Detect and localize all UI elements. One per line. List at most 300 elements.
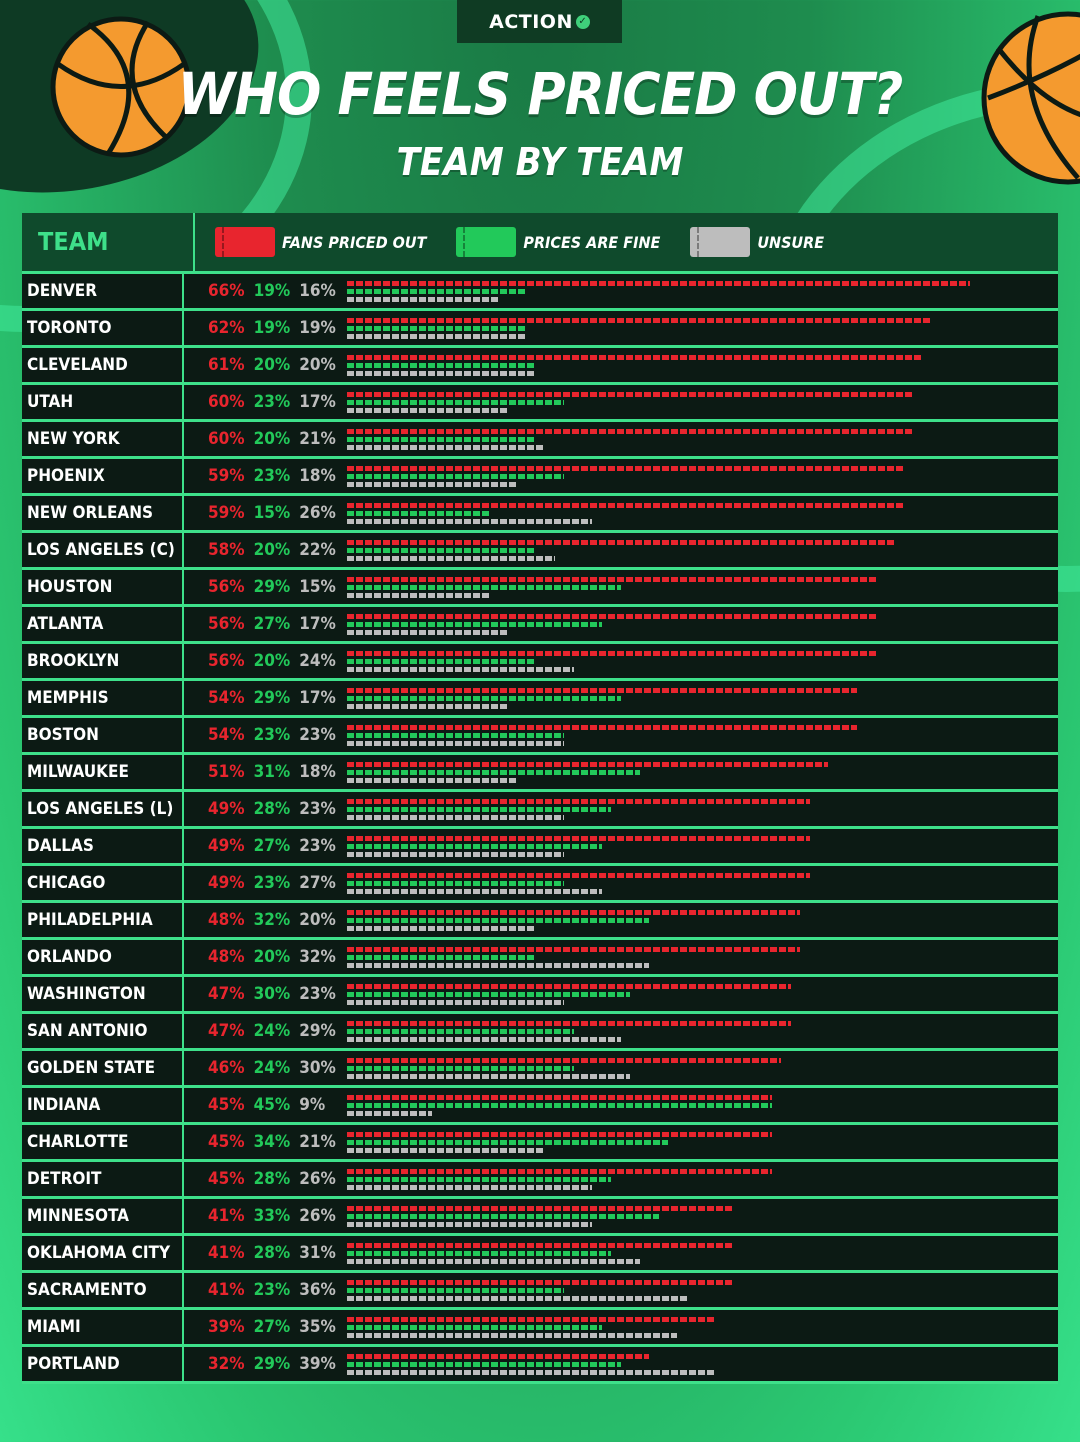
data-label: 60% bbox=[208, 429, 245, 449]
data-label: 39% bbox=[299, 1354, 336, 1374]
bar-fine bbox=[347, 1251, 611, 1256]
table-row bbox=[22, 1273, 1058, 1310]
team-name: OKLAHOMA CITY bbox=[22, 1236, 184, 1270]
data-label: 23% bbox=[253, 1280, 291, 1300]
bar-group bbox=[347, 1093, 1047, 1119]
data-label: 20% bbox=[253, 429, 291, 449]
table-row bbox=[22, 866, 1058, 903]
data-label: 26% bbox=[299, 1169, 336, 1189]
bar-fine bbox=[347, 1325, 602, 1330]
bar-priced-out bbox=[347, 429, 913, 434]
legend-label: PRICES ARE FINE bbox=[523, 232, 661, 252]
table-row bbox=[22, 496, 1058, 533]
table-row bbox=[22, 348, 1058, 385]
bar-priced-out bbox=[347, 1169, 772, 1174]
data-label: 66% bbox=[208, 281, 245, 301]
bar-unsure bbox=[347, 889, 602, 894]
data-label: 31% bbox=[299, 1243, 336, 1263]
data-label: 32% bbox=[253, 910, 291, 930]
legend-swatch-green bbox=[456, 227, 516, 257]
bar-fine bbox=[347, 400, 564, 405]
data-label: 21% bbox=[299, 1132, 336, 1152]
bar-unsure bbox=[347, 371, 536, 376]
team-name: TORONTO bbox=[22, 311, 184, 345]
data-label: 62% bbox=[208, 318, 245, 338]
percent-labels bbox=[184, 1206, 353, 1226]
data-label: 48% bbox=[208, 910, 245, 930]
legend-item-fine bbox=[456, 227, 660, 257]
data-label: 9% bbox=[299, 1095, 326, 1115]
data-label: 16% bbox=[299, 281, 336, 301]
bar-fine bbox=[347, 770, 640, 775]
table-row bbox=[22, 1088, 1058, 1125]
percent-labels bbox=[184, 318, 353, 338]
data-label: 24% bbox=[299, 651, 336, 671]
data-label: 17% bbox=[299, 614, 336, 634]
bar-unsure bbox=[347, 667, 574, 672]
data-label: 18% bbox=[299, 762, 336, 782]
percent-labels bbox=[184, 651, 353, 671]
percent-labels bbox=[184, 1243, 353, 1263]
percent-labels bbox=[184, 392, 353, 412]
team-name: ATLANTA bbox=[22, 607, 184, 641]
bar-unsure bbox=[347, 556, 555, 561]
percent-labels bbox=[184, 762, 353, 782]
bar-group bbox=[347, 982, 1047, 1008]
bar-priced-out bbox=[347, 688, 857, 693]
table-row bbox=[22, 940, 1058, 977]
percent-labels bbox=[184, 281, 353, 301]
bar-fine bbox=[347, 992, 630, 997]
bar-priced-out bbox=[347, 1243, 734, 1248]
bar-fine bbox=[347, 622, 602, 627]
data-label: 41% bbox=[208, 1243, 245, 1263]
bar-unsure bbox=[347, 815, 564, 820]
data-label: 28% bbox=[253, 799, 291, 819]
percent-labels bbox=[184, 873, 353, 893]
data-label: 20% bbox=[253, 540, 291, 560]
team-name: WASHINGTON bbox=[22, 977, 184, 1011]
bar-priced-out bbox=[347, 725, 857, 730]
bar-group bbox=[347, 353, 1047, 379]
percent-labels bbox=[184, 503, 353, 523]
bar-priced-out bbox=[347, 614, 876, 619]
bar-fine bbox=[347, 696, 621, 701]
data-label: 23% bbox=[299, 799, 336, 819]
data-label: 29% bbox=[253, 577, 291, 597]
bar-fine bbox=[347, 1140, 668, 1145]
bar-unsure bbox=[347, 1222, 592, 1227]
bar-unsure bbox=[347, 1370, 715, 1375]
percent-labels bbox=[184, 466, 353, 486]
data-label: 30% bbox=[253, 984, 291, 1004]
percent-labels bbox=[184, 836, 353, 856]
data-label: 27% bbox=[299, 873, 336, 893]
table-row bbox=[22, 1347, 1058, 1384]
team-name: GOLDEN STATE bbox=[22, 1051, 184, 1085]
legend bbox=[215, 227, 854, 257]
bar-fine bbox=[347, 548, 536, 553]
data-label: 54% bbox=[208, 688, 245, 708]
data-label: 39% bbox=[208, 1317, 245, 1337]
table-row bbox=[22, 792, 1058, 829]
bar-priced-out bbox=[347, 577, 876, 582]
team-name: CHARLOTTE bbox=[22, 1125, 184, 1159]
bar-priced-out bbox=[347, 799, 810, 804]
data-label: 59% bbox=[208, 503, 245, 523]
bar-priced-out bbox=[347, 503, 904, 508]
bar-unsure bbox=[347, 778, 517, 783]
legend-label: FANS PRICED OUT bbox=[282, 232, 427, 252]
data-label: 60% bbox=[208, 392, 245, 412]
bar-priced-out bbox=[347, 1280, 734, 1285]
data-label: 26% bbox=[299, 503, 336, 523]
bar-group bbox=[347, 390, 1047, 416]
bar-unsure bbox=[347, 445, 545, 450]
bar-fine bbox=[347, 1103, 772, 1108]
bar-unsure bbox=[347, 519, 592, 524]
table-row bbox=[22, 977, 1058, 1014]
data-label: 45% bbox=[208, 1169, 245, 1189]
data-label: 19% bbox=[253, 318, 291, 338]
data-label: 45% bbox=[208, 1095, 245, 1115]
data-label: 51% bbox=[208, 762, 245, 782]
data-label: 28% bbox=[253, 1243, 291, 1263]
percent-labels bbox=[184, 614, 353, 634]
team-name: INDIANA bbox=[22, 1088, 184, 1122]
percent-labels bbox=[184, 1095, 353, 1115]
data-label: 49% bbox=[208, 873, 245, 893]
bar-fine bbox=[347, 807, 611, 812]
bar-group bbox=[347, 1315, 1047, 1341]
bar-unsure bbox=[347, 1185, 592, 1190]
team-name: PHILADELPHIA bbox=[22, 903, 184, 937]
data-label: 49% bbox=[208, 799, 245, 819]
table-row bbox=[22, 533, 1058, 570]
bar-group bbox=[347, 538, 1047, 564]
percent-labels bbox=[184, 1317, 353, 1337]
bar-unsure bbox=[347, 1296, 687, 1301]
table-row bbox=[22, 644, 1058, 681]
data-label: 27% bbox=[253, 836, 291, 856]
bar-group bbox=[347, 1278, 1047, 1304]
bar-fine bbox=[347, 1214, 659, 1219]
bar-fine bbox=[347, 918, 649, 923]
bar-priced-out bbox=[347, 910, 800, 915]
data-label: 61% bbox=[208, 355, 245, 375]
data-label: 47% bbox=[208, 1021, 245, 1041]
bar-group bbox=[347, 1241, 1047, 1267]
bar-unsure bbox=[347, 297, 498, 302]
data-label: 27% bbox=[253, 614, 291, 634]
table-row bbox=[22, 422, 1058, 459]
team-name: SACRAMENTO bbox=[22, 1273, 184, 1307]
bar-group bbox=[347, 797, 1047, 823]
bar-group bbox=[347, 1167, 1047, 1193]
table-header bbox=[22, 213, 1058, 274]
data-label: 23% bbox=[253, 873, 291, 893]
bar-group bbox=[347, 612, 1047, 638]
data-label: 20% bbox=[253, 947, 291, 967]
data-label: 23% bbox=[253, 725, 291, 745]
data-label: 20% bbox=[253, 651, 291, 671]
data-label: 23% bbox=[253, 466, 291, 486]
bar-fine bbox=[347, 1066, 574, 1071]
data-label: 29% bbox=[299, 1021, 336, 1041]
percent-labels bbox=[184, 355, 353, 375]
team-name: CLEVELAND bbox=[22, 348, 184, 382]
data-label: 23% bbox=[299, 836, 336, 856]
bar-fine bbox=[347, 363, 536, 368]
team-name: NEW ORLEANS bbox=[22, 496, 184, 530]
table-row bbox=[22, 1125, 1058, 1162]
table-row bbox=[22, 570, 1058, 607]
bar-group bbox=[347, 760, 1047, 786]
data-label: 17% bbox=[299, 392, 336, 412]
data-label: 33% bbox=[253, 1206, 291, 1226]
team-name: DENVER bbox=[22, 274, 184, 308]
table-row bbox=[22, 1199, 1058, 1236]
bar-unsure bbox=[347, 741, 564, 746]
data-label: 31% bbox=[253, 762, 291, 782]
bar-unsure bbox=[347, 704, 507, 709]
data-label: 45% bbox=[208, 1132, 245, 1152]
bar-group bbox=[347, 1204, 1047, 1230]
team-name: HOUSTON bbox=[22, 570, 184, 604]
table-body bbox=[22, 274, 1058, 1384]
bar-fine bbox=[347, 511, 489, 516]
data-label: 56% bbox=[208, 577, 245, 597]
table-row bbox=[22, 311, 1058, 348]
team-name: DALLAS bbox=[22, 829, 184, 863]
legend-swatch-red bbox=[215, 227, 275, 257]
bar-group bbox=[347, 723, 1047, 749]
bar-unsure bbox=[347, 1333, 677, 1338]
table-row bbox=[22, 607, 1058, 644]
team-name: MINNESOTA bbox=[22, 1199, 184, 1233]
bar-priced-out bbox=[347, 984, 791, 989]
bar-unsure bbox=[347, 1259, 640, 1264]
data-label: 36% bbox=[299, 1280, 336, 1300]
data-label: 30% bbox=[299, 1058, 336, 1078]
data-label: 17% bbox=[299, 688, 336, 708]
bar-fine bbox=[347, 881, 564, 886]
bar-unsure bbox=[347, 630, 507, 635]
bar-unsure bbox=[347, 1074, 630, 1079]
brand-logo-text: ACTION bbox=[489, 10, 573, 33]
bar-priced-out bbox=[347, 1058, 781, 1063]
chart-table bbox=[22, 213, 1058, 1384]
bar-fine bbox=[347, 1177, 611, 1182]
data-label: 28% bbox=[253, 1169, 291, 1189]
table-row bbox=[22, 1014, 1058, 1051]
percent-labels bbox=[184, 1280, 353, 1300]
team-name: NEW YORK bbox=[22, 422, 184, 456]
data-label: 56% bbox=[208, 614, 245, 634]
bar-priced-out bbox=[347, 651, 876, 656]
bar-priced-out bbox=[347, 873, 810, 878]
data-label: 32% bbox=[299, 947, 336, 967]
team-name: PHOENIX bbox=[22, 459, 184, 493]
percent-labels bbox=[184, 947, 353, 967]
bar-fine bbox=[347, 585, 621, 590]
bar-fine bbox=[347, 1362, 621, 1367]
bar-priced-out bbox=[347, 1354, 649, 1359]
bar-fine bbox=[347, 289, 526, 294]
data-label: 15% bbox=[253, 503, 291, 523]
data-label: 49% bbox=[208, 836, 245, 856]
data-label: 54% bbox=[208, 725, 245, 745]
bar-group bbox=[347, 316, 1047, 342]
percent-labels bbox=[184, 429, 353, 449]
bar-fine bbox=[347, 1288, 564, 1293]
bar-priced-out bbox=[347, 1132, 772, 1137]
percent-labels bbox=[184, 1169, 353, 1189]
data-label: 29% bbox=[253, 688, 291, 708]
bar-group bbox=[347, 945, 1047, 971]
data-label: 20% bbox=[299, 910, 336, 930]
data-label: 20% bbox=[253, 355, 291, 375]
data-label: 22% bbox=[299, 540, 336, 560]
table-row bbox=[22, 459, 1058, 496]
percent-labels bbox=[184, 1058, 353, 1078]
data-label: 26% bbox=[299, 1206, 336, 1226]
data-label: 23% bbox=[299, 725, 336, 745]
data-label: 45% bbox=[253, 1095, 291, 1115]
data-label: 32% bbox=[208, 1354, 245, 1374]
percent-labels bbox=[184, 1354, 353, 1374]
bar-group bbox=[347, 1019, 1047, 1045]
bar-group bbox=[347, 427, 1047, 453]
bar-group bbox=[347, 464, 1047, 490]
table-row bbox=[22, 385, 1058, 422]
bar-priced-out bbox=[347, 466, 904, 471]
bar-priced-out bbox=[347, 355, 923, 360]
bar-priced-out bbox=[347, 318, 932, 323]
bar-fine bbox=[347, 437, 536, 442]
bar-group bbox=[347, 279, 1047, 305]
team-name: SAN ANTONIO bbox=[22, 1014, 184, 1048]
bar-unsure bbox=[347, 1037, 621, 1042]
data-label: 59% bbox=[208, 466, 245, 486]
percent-labels bbox=[184, 799, 353, 819]
bar-unsure bbox=[347, 1148, 545, 1153]
page-title: WHO FEELS PRICED OUT? bbox=[177, 60, 903, 128]
data-label: 23% bbox=[299, 984, 336, 1004]
team-name: MILWAUKEE bbox=[22, 755, 184, 789]
data-label: 24% bbox=[253, 1058, 291, 1078]
bar-priced-out bbox=[347, 392, 913, 397]
legend-swatch-gray bbox=[690, 227, 750, 257]
bar-fine bbox=[347, 844, 602, 849]
bar-priced-out bbox=[347, 281, 970, 286]
team-name: UTAH bbox=[22, 385, 184, 419]
bar-fine bbox=[347, 733, 564, 738]
data-label: 24% bbox=[253, 1021, 291, 1041]
bar-fine bbox=[347, 326, 526, 331]
percent-labels bbox=[184, 984, 353, 1004]
bar-group bbox=[347, 871, 1047, 897]
data-label: 46% bbox=[208, 1058, 245, 1078]
percent-labels bbox=[184, 540, 353, 560]
data-label: 15% bbox=[299, 577, 336, 597]
legend-item-priced-out bbox=[215, 227, 426, 257]
legend-item-unsure bbox=[690, 227, 824, 257]
bar-group bbox=[347, 649, 1047, 675]
bar-priced-out bbox=[347, 762, 828, 767]
data-label: 48% bbox=[208, 947, 245, 967]
percent-labels bbox=[184, 688, 353, 708]
team-name: MEMPHIS bbox=[22, 681, 184, 715]
bar-group bbox=[347, 1056, 1047, 1082]
bar-group bbox=[347, 575, 1047, 601]
percent-labels bbox=[184, 577, 353, 597]
percent-labels bbox=[184, 910, 353, 930]
team-name: BOSTON bbox=[22, 718, 184, 752]
bar-unsure bbox=[347, 852, 564, 857]
bar-fine bbox=[347, 955, 536, 960]
data-label: 56% bbox=[208, 651, 245, 671]
bar-unsure bbox=[347, 963, 649, 968]
table-row bbox=[22, 1162, 1058, 1199]
bar-priced-out bbox=[347, 947, 800, 952]
team-name: CHICAGO bbox=[22, 866, 184, 900]
team-name: LOS ANGELES (L) bbox=[22, 792, 184, 826]
bar-priced-out bbox=[347, 1206, 734, 1211]
bar-unsure bbox=[347, 408, 507, 413]
bar-group bbox=[347, 501, 1047, 527]
bar-group bbox=[347, 1130, 1047, 1156]
bar-fine bbox=[347, 474, 564, 479]
brand-logo bbox=[457, 0, 622, 43]
bar-fine bbox=[347, 1029, 574, 1034]
table-row bbox=[22, 1051, 1058, 1088]
team-name: BROOKLYN bbox=[22, 644, 184, 678]
data-label: 20% bbox=[299, 355, 336, 375]
data-label: 47% bbox=[208, 984, 245, 1004]
percent-labels bbox=[184, 1021, 353, 1041]
table-row bbox=[22, 829, 1058, 866]
data-label: 41% bbox=[208, 1206, 245, 1226]
data-label: 58% bbox=[208, 540, 245, 560]
table-row bbox=[22, 755, 1058, 792]
table-row bbox=[22, 1310, 1058, 1347]
bar-priced-out bbox=[347, 1021, 791, 1026]
bar-priced-out bbox=[347, 836, 810, 841]
bar-group bbox=[347, 834, 1047, 860]
team-name: LOS ANGELES (C) bbox=[22, 533, 184, 567]
bar-fine bbox=[347, 659, 536, 664]
bar-priced-out bbox=[347, 1317, 715, 1322]
bar-unsure bbox=[347, 926, 536, 931]
bar-priced-out bbox=[347, 1095, 772, 1100]
table-row bbox=[22, 274, 1058, 311]
data-label: 41% bbox=[208, 1280, 245, 1300]
table-row bbox=[22, 681, 1058, 718]
bar-unsure bbox=[347, 482, 517, 487]
bar-group bbox=[347, 686, 1047, 712]
percent-labels bbox=[184, 1132, 353, 1152]
bar-unsure bbox=[347, 593, 489, 598]
team-name: PORTLAND bbox=[22, 1347, 184, 1381]
bar-priced-out bbox=[347, 540, 894, 545]
team-name: DETROIT bbox=[22, 1162, 184, 1196]
page-subtitle: TEAM BY TEAM bbox=[396, 140, 684, 184]
check-icon: ✓ bbox=[576, 15, 590, 29]
bar-unsure bbox=[347, 334, 526, 339]
data-label: 19% bbox=[253, 281, 291, 301]
team-column-header: TEAM bbox=[22, 213, 195, 271]
